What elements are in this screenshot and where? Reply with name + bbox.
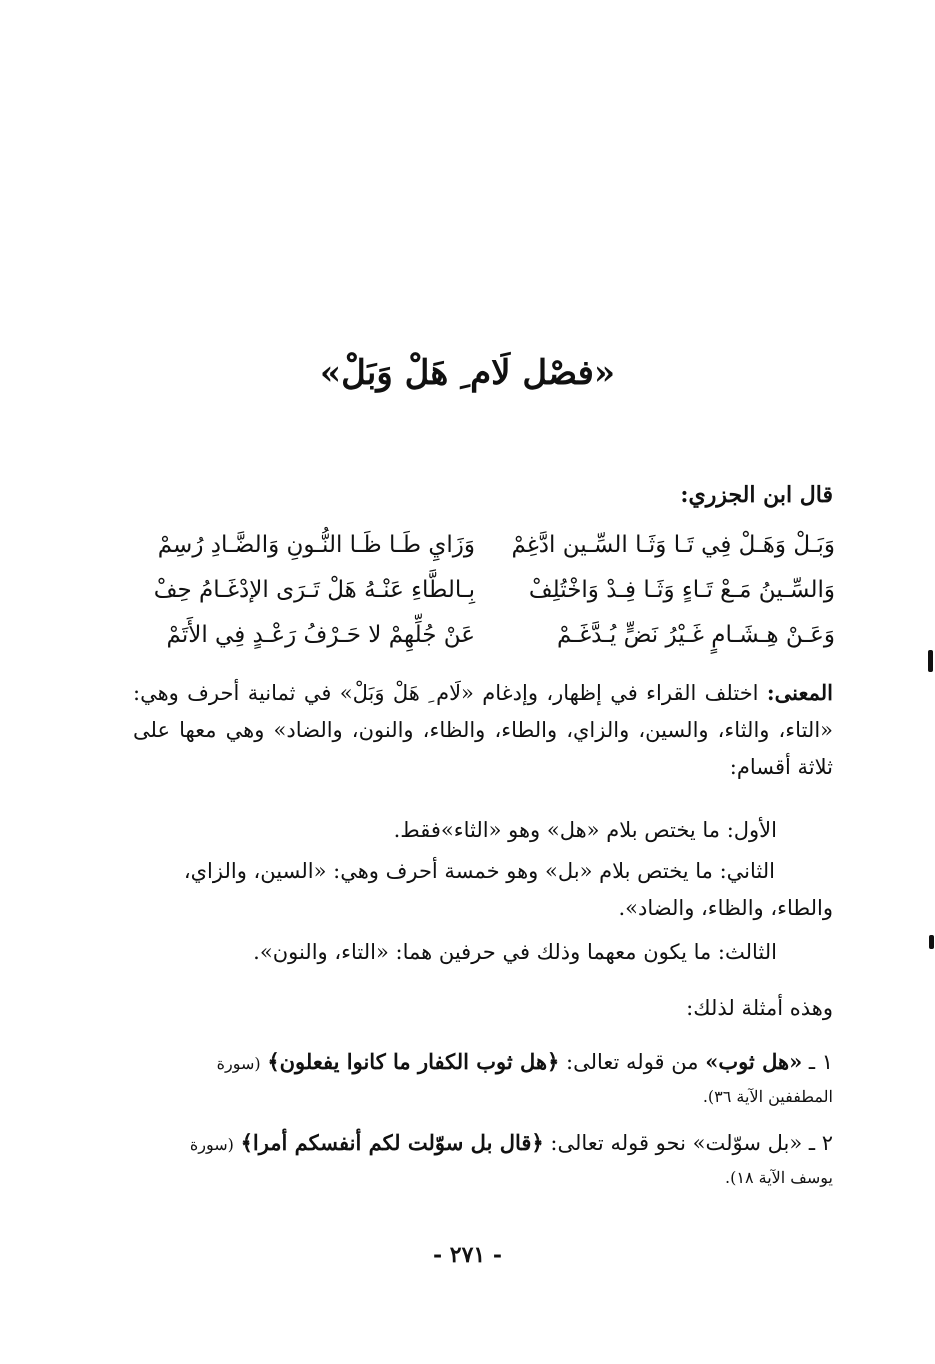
verse-second-hemistich: وَزَايِ طَـا ظَـا النُّـونِ وَالضَّـادِ رُسِمْ bbox=[157, 532, 475, 558]
example-item bbox=[133, 1125, 833, 1193]
example-number: ١ ـ bbox=[808, 1050, 833, 1074]
example-phrase: نحو قوله تعالى: bbox=[550, 1131, 686, 1155]
verse-first-hemistich: وَبَـلْ وَهَـلْ فِي تَـا وَثَـا السِّـين ادَّغِمْ bbox=[511, 532, 835, 558]
example-verse: ﴿قال بل سوّلت لكم أنفسكم أمرا﴾ bbox=[240, 1130, 544, 1155]
meaning-label: المعنى: bbox=[766, 680, 833, 705]
verse-second-hemistich: بِـالطَّاءِ عَنْـهُ هَلْ تَـرَى الإدْغَـامُ حِفْ bbox=[153, 577, 475, 603]
scan-edge-mark bbox=[928, 650, 933, 672]
verse-second-hemistich: عَنْ جُلِّهِمْ لا حَـرْفُ رَعْـدٍ فِي الأَتَمْ bbox=[166, 622, 475, 648]
scan-edge-mark bbox=[929, 935, 934, 949]
example-item bbox=[133, 1044, 833, 1112]
examples-intro: وهذه أمثلة لذلك: bbox=[686, 996, 833, 1020]
section-heading: قال ابن الجزري: bbox=[680, 482, 833, 508]
section-third: الثالث: ما يكون معهما وذلك في حرفين هما: «التاء، والنون». bbox=[253, 940, 777, 964]
page-number: - ٢٧١ - bbox=[432, 1242, 503, 1268]
verse-first-hemistich: وَعَـنْ هِـشَـامٍ غَـيْرُ نَضٍّ يُـدَّغَـمْ bbox=[557, 622, 835, 648]
verse-line bbox=[135, 570, 835, 615]
example-word: «هل ثوب» bbox=[705, 1049, 803, 1074]
example-citation: يوسف الآية ١٨). bbox=[725, 1168, 833, 1187]
verse-line bbox=[135, 615, 835, 660]
example-verse: ﴿هل ثوب الكفار ما كانوا يفعلون﴾ bbox=[267, 1049, 560, 1074]
meaning-paragraph bbox=[133, 674, 833, 786]
example-number: ٢ ـ bbox=[808, 1131, 833, 1155]
meaning-text: اختلف القراء في إظهار، وإدغام «لَام ِ هَلْ وَبَلْ» في ثمانية أحرف وهي: «التاء، والثاء، والسين، والزاي، والطاء، والظاء، والنون، والضاد» وهي معها على ثلاثة أقسام: bbox=[133, 681, 833, 779]
example-citation: المطففين الآية ٣٦). bbox=[702, 1087, 833, 1106]
example-main-line bbox=[133, 1125, 833, 1163]
section-second bbox=[133, 853, 833, 927]
section-second-line1: الثاني: ما يختص بلام «بل» وهو خمسة أحرف وهي: «السين، والزاي، bbox=[183, 859, 775, 883]
verse-line bbox=[135, 525, 835, 570]
example-cite-start: (سورة bbox=[216, 1054, 261, 1073]
verse-first-hemistich: وَالسِّـينُ مَـعْ تَـاءٍ وَثَـا فِـدْ وَاخْتُلِفْ bbox=[528, 577, 835, 603]
poem bbox=[135, 525, 835, 660]
section-second-line2: والطاء، والظاء، والضاد». bbox=[618, 896, 833, 920]
example-main-line bbox=[133, 1044, 833, 1082]
example-cite-start: (سورة bbox=[189, 1135, 234, 1154]
example-phrase: من قوله تعالى: bbox=[566, 1050, 699, 1074]
section-first: الأول: ما يختص بلام «هل» وهو «الثاء»فقط. bbox=[393, 818, 777, 842]
chapter-title: «فصْل لَام ِ هَلْ وَبَلْ» bbox=[319, 353, 616, 393]
example-word: «بل سوّلت» bbox=[692, 1131, 803, 1155]
